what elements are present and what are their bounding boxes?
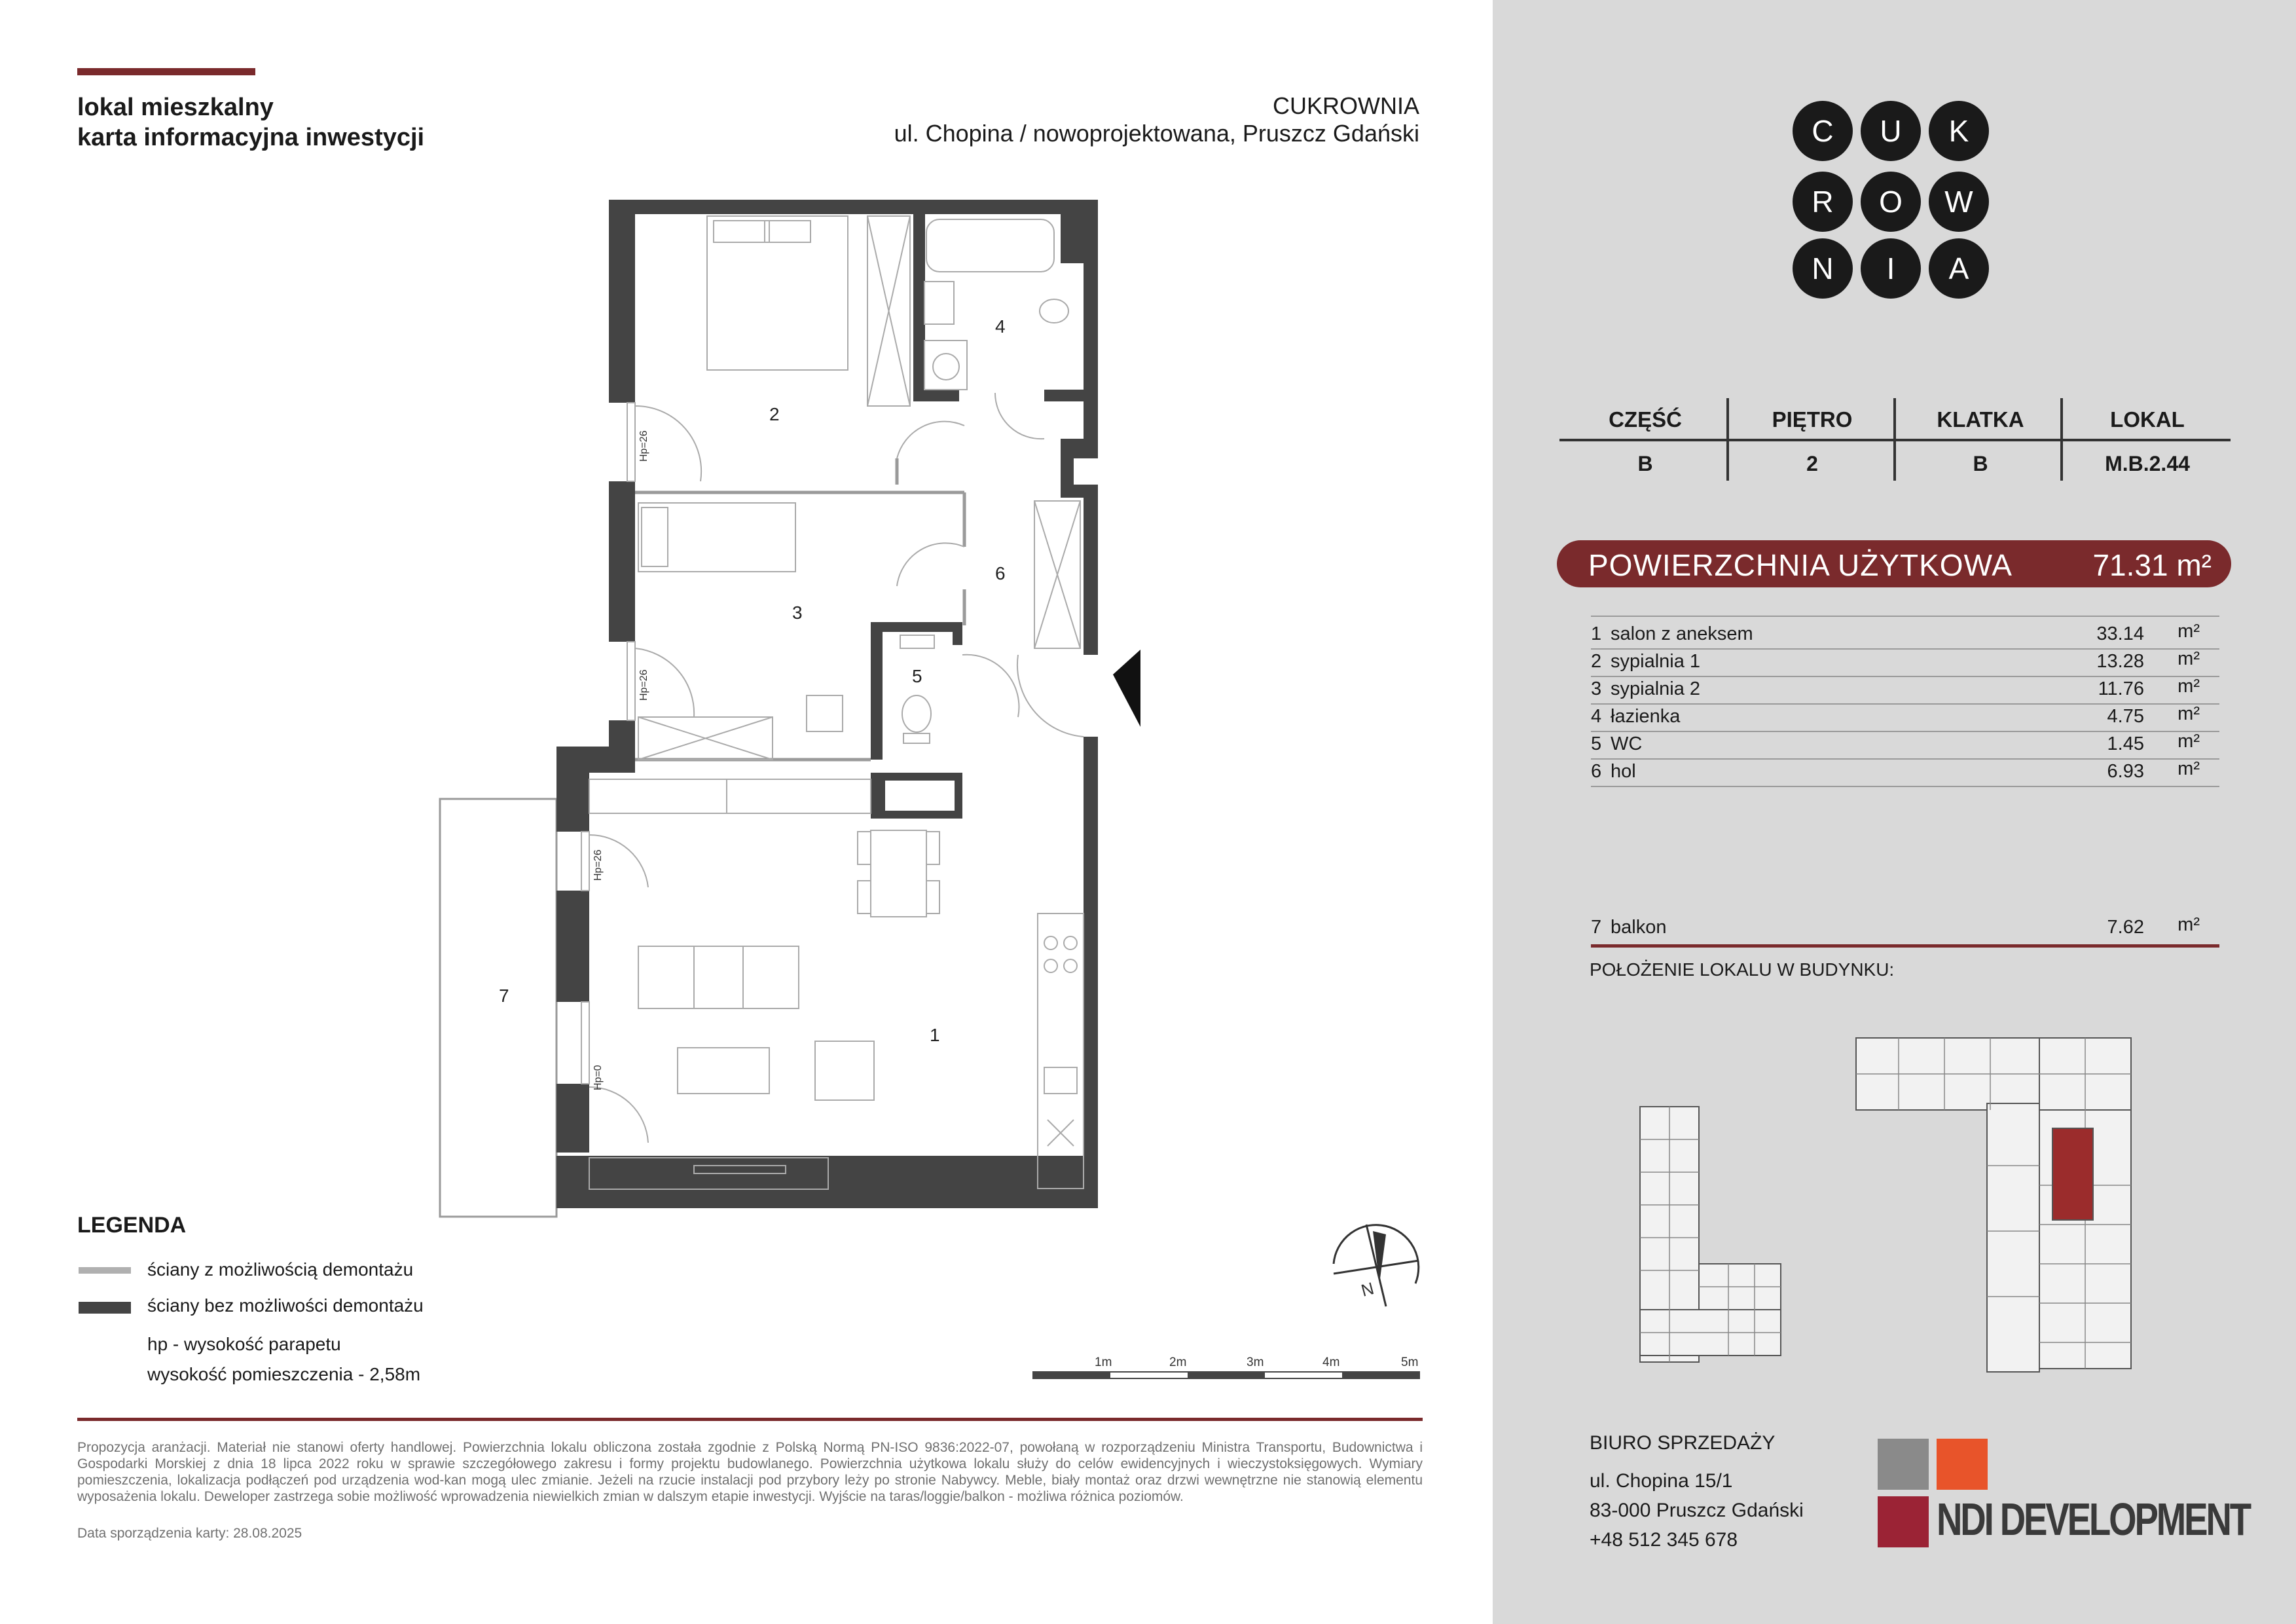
room-number-5: 5 (912, 666, 922, 686)
info-value-unit: M.B.2.44 (2105, 452, 2190, 475)
room-number-6: 6 (995, 563, 1006, 583)
window-label-3: Hp=26 (592, 849, 604, 881)
info-value-stair: B (1973, 452, 1988, 475)
info-value-floor: 2 (1806, 452, 1818, 475)
sales-office-phone: +48 512 345 678 (1590, 1529, 1738, 1551)
unit-highlight (2052, 1128, 2093, 1220)
investment-name: CUKROWNIA (1273, 92, 1419, 119)
compass-icon (1334, 1225, 1419, 1306)
legend-swatch-dark (79, 1302, 131, 1314)
footer-disclaimer: Propozycja aranżacji. Materiał nie stanowi oferty handlowej. Powierzchnia lokalu obliczona została zgodnie z Polską Normą PN-ISO 9836:2022-07, powołaną w rozporządzeniu Ministra Transportu, Budownictwa i Gospodarki Morskiej z dnia 18 lipca 2022 roku w sprawie szczegółowego zakresu i formy projektu budowlanego. Powierzchnia użytkowa lokalu służy do celów ewidencyjnych i wieczystoksięgowych. Wymiary pomieszczenia, lokalizacja podłączeń pod urządzenia wod-kan mogą ulec zmianie. Jeżeli na rzucie instalacji pod przybory leży po stronie Nabywcy. Meble, biały montaż oraz drzwi wewnętrzne nie stanowią elementu wyposażenia lokalu. Deweloper zastrzega sobie możliwość wprowadzenia niewielkich zmian w dalszym etapie inwestycji. Wyjście na taras/loggie/balkon - możliwa różnica poziomów. (77, 1440, 1423, 1504)
sales-office-title: BIURO SPRZEDAŻY (1590, 1432, 1776, 1454)
balcony-row: 7 balkon 7.62 m² (1591, 915, 2219, 948)
sales-office-city: 83-000 Pruszcz Gdański (1590, 1500, 1804, 1521)
compass-label: N (1358, 1278, 1376, 1301)
usable-area-value: 71.31 m² (2092, 548, 2212, 582)
window-label-2: Hp=26 (638, 669, 649, 701)
list-item: 4 łazienka 4.75 m² (1591, 703, 2219, 732)
room-number-1: 1 (930, 1025, 940, 1045)
sales-office-street: ul. Chopina 15/1 (1590, 1470, 1733, 1492)
scale-label-5: 5m (1401, 1356, 1419, 1369)
info-header-stair: KLATKA (1937, 407, 2024, 432)
info-value-part: B (1637, 452, 1653, 475)
list-item: 2 sypialnia 1 13.28 m² (1591, 648, 2219, 677)
room-number-2: 2 (769, 404, 780, 424)
footer-date: Data sporządzenia karty: 28.08.2025 (77, 1526, 302, 1541)
list-item: 1 salon z aneksem 33.14 m² (1591, 621, 2219, 650)
room-number-4: 4 (995, 316, 1006, 337)
location-title: POŁOŻENIE LOKALU W BUDYNKU: (1590, 959, 1895, 980)
legend-swatch-light (79, 1267, 131, 1274)
scale-label-1: 1m (1095, 1356, 1112, 1369)
ndi-logo-orange-square (1937, 1439, 1988, 1490)
legend-title: LEGENDA (77, 1213, 187, 1238)
room-number-3: 3 (792, 602, 803, 623)
entrance-arrow-icon (1113, 650, 1140, 727)
ndi-logo-red-square (1878, 1496, 1929, 1547)
list-item: 3 sypialnia 2 11.76 m² (1591, 676, 2219, 705)
investment-address: ul. Chopina / nowoprojektowana, Pruszcz Gdański (894, 120, 1419, 147)
document-title-line1: lokal mieszkalny (77, 94, 274, 121)
balcony-outline (440, 799, 556, 1217)
list-item: 5 WC 1.45 m² (1591, 731, 2219, 760)
list-item: 6 hol 6.93 m² (1591, 758, 2219, 787)
ndi-logo-grey-square (1878, 1439, 1929, 1490)
footer-divider (77, 1418, 1423, 1421)
legend-item-demountable: ściany z możliwością demontażu (147, 1259, 414, 1280)
furniture (589, 216, 1084, 1189)
info-header-part: CZĘŚĆ (1609, 407, 1682, 432)
load-bearing-walls (556, 200, 1098, 1208)
legend-item-hp: hp - wysokość parapetu (147, 1334, 341, 1354)
window-label-1: Hp=26 (638, 430, 649, 462)
scale-label-3: 3m (1247, 1356, 1264, 1369)
window-label-4: Hp=0 (592, 1065, 604, 1090)
scale-label-2: 2m (1169, 1356, 1187, 1369)
legend-item-fixed: ściany bez możliwości demontażu (147, 1295, 424, 1316)
scale-label-4: 4m (1322, 1356, 1340, 1369)
legend-item-height: wysokość pomieszczenia - 2,58m (147, 1364, 421, 1384)
building-location-map (1624, 1035, 2160, 1375)
room-number-7: 7 (499, 986, 509, 1006)
usable-area-pill (1557, 540, 2231, 587)
ndi-logo-text: NDI DEVELOPMENT (1937, 1494, 2250, 1545)
info-header-floor: PIĘTRO (1772, 407, 1853, 432)
usable-area-label: POWIERZCHNIA UŻYTKOWA (1588, 548, 2013, 582)
scale-bar (1033, 1372, 1419, 1378)
document-title-line2: karta informacyjna inwestycji (77, 124, 425, 151)
info-header-unit: LOKAL (2110, 407, 2185, 432)
